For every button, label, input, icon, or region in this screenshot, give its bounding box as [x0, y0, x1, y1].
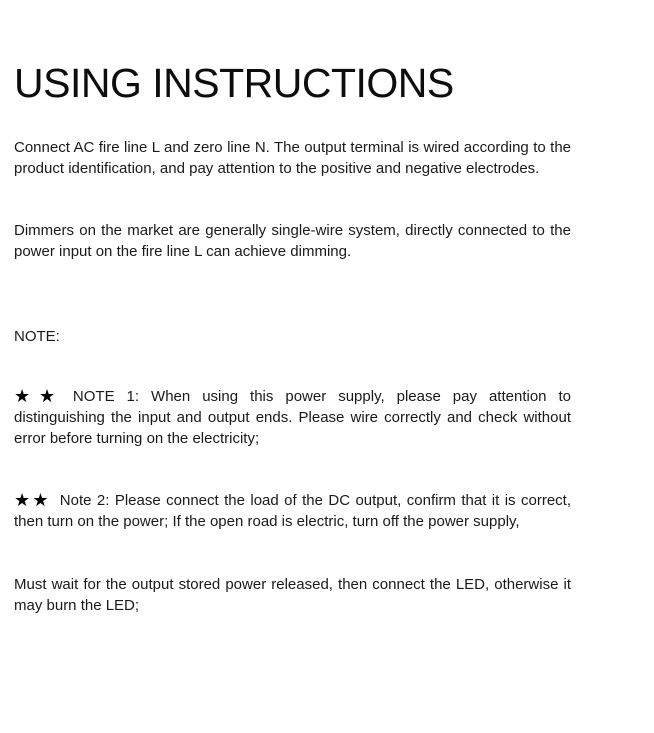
- note1-text: NOTE 1: When using this power supply, please pay attention to distinguishing the input and output ends. Please wire correctly and check without error before turning on the electricity;: [14, 388, 571, 447]
- paragraph-note1: [14, 386, 571, 449]
- note2-text: Note 2: Please connect the load of the DC output, confirm that it is correct, then turn on the power; If the open road is electric, turn off the power supply,: [14, 492, 571, 530]
- page-title: USING INSTRUCTIONS: [14, 60, 454, 106]
- paragraph-note2: [14, 490, 571, 532]
- star-icons: ★★: [14, 490, 51, 510]
- paragraph-dimmers: Dimmers on the market are generally single-wire system, directly connected to the power input on the fire line L can achieve dimming.: [14, 222, 571, 260]
- note-label: NOTE:: [14, 328, 60, 345]
- paragraph-wiring: Connect AC fire line L and zero line N. The output terminal is wired according to the product identification, and pay attention to the positive and negative electrodes.: [14, 139, 571, 177]
- star-icons: ★★: [14, 386, 64, 406]
- paragraph-led-warning: Must wait for the output stored power released, then connect the LED, otherwise it may burn the LED;: [14, 576, 571, 614]
